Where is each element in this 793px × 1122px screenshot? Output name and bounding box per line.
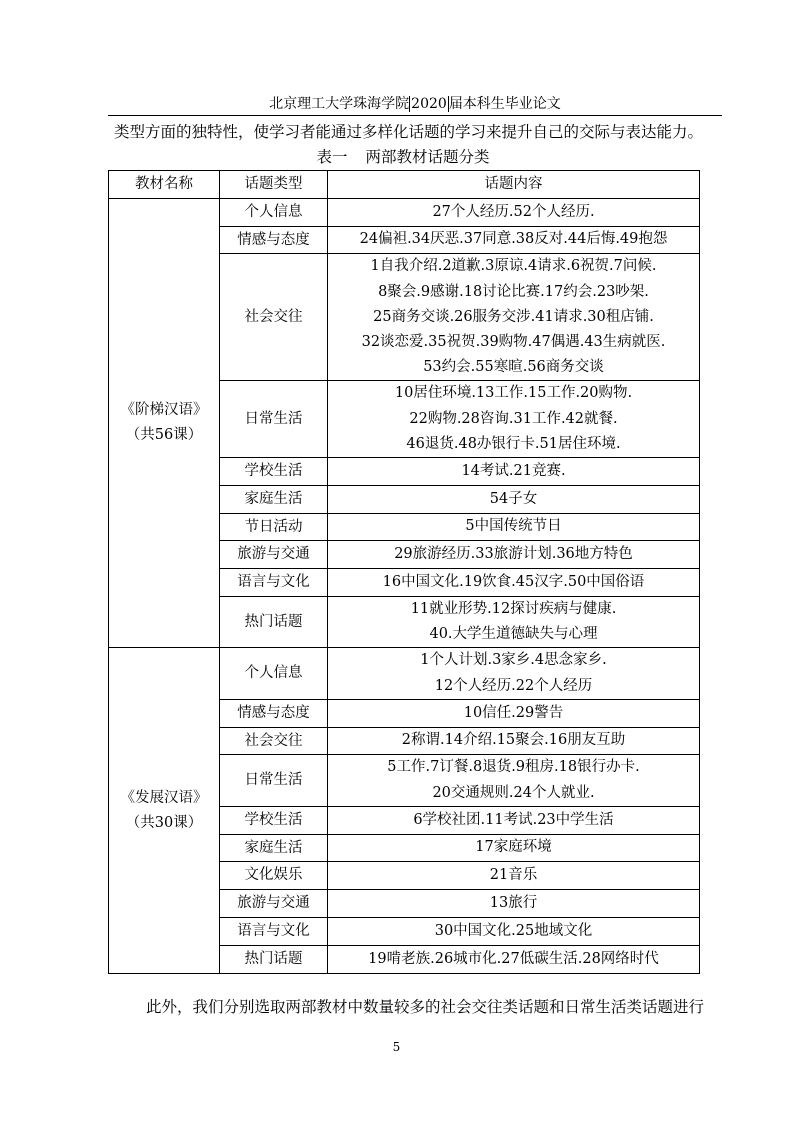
topic-content-cell <box>328 198 700 226</box>
topic-content-cell <box>328 541 700 569</box>
topic-content-line: 14考试.21竞赛. <box>461 462 566 479</box>
topic-content-cell <box>328 806 700 834</box>
topic-content-line: 30中国文化.25地域文化 <box>434 922 593 939</box>
table-caption <box>108 146 698 168</box>
topic-content-cell <box>328 945 700 973</box>
topic-content-line: 32谈恋爱.35祝贺.39购物.47偶遇.43生病就医. <box>361 334 666 350</box>
table-caption-title: 两部教材话题分类 <box>365 148 490 166</box>
topic-type-cell: 家庭生活 <box>220 485 328 513</box>
topic-type-cell: 情感与态度 <box>220 699 328 727</box>
topic-content-line: 40.大学生道德缺失与心理 <box>429 626 598 643</box>
topic-content-line: 8聚会.9感谢.18讨论比赛.17约会.23吵架. <box>378 283 649 300</box>
topic-content-cell <box>328 485 700 513</box>
header-year: 2020 <box>411 96 447 112</box>
topic-type-cell: 热门话题 <box>220 945 328 973</box>
topic-content-line: 22购物.28咨询.31工作.42就餐. <box>409 410 618 427</box>
page-header <box>108 95 722 116</box>
topic-content-cell <box>328 862 700 890</box>
textbook-name-cell <box>109 198 220 648</box>
topic-content-cell <box>328 727 700 755</box>
topic-content-cell <box>328 254 700 381</box>
textbook-name-cell <box>109 648 220 973</box>
header-school: 北京理工大学珠海学院 <box>269 96 410 112</box>
topic-content-line: 19啃老族.26城市化.27低碳生活.28网络时代 <box>368 950 659 967</box>
topic-content-cell <box>328 513 700 541</box>
topic-type-cell: 社会交往 <box>220 727 328 755</box>
topic-type-cell: 个人信息 <box>220 648 328 699</box>
topic-content-cell <box>328 648 700 699</box>
topic-content-line: 13旅行 <box>489 895 538 911</box>
topic-content-line: 27个人经历.52个人经历. <box>432 203 595 220</box>
topic-content-cell <box>328 755 700 806</box>
topic-type-cell: 热门话题 <box>220 597 328 648</box>
topic-content-line: 5工作.7订餐.8退货.9租房.18银行办卡. <box>387 759 640 776</box>
topic-type-cell: 家庭生活 <box>220 834 328 862</box>
topic-type-cell: 旅游与交通 <box>220 890 328 918</box>
topic-content-line: 54子女 <box>489 490 538 507</box>
topic-content-line: 5中国传统节日 <box>465 518 562 535</box>
topic-content-line: 1自我介绍.2道歉.3原谅.4请求.6祝贺.7问候. <box>370 258 657 275</box>
topic-classification-table <box>108 170 700 974</box>
topic-content-line: 46退货.48办银行卡.51居住环境. <box>406 435 621 452</box>
topic-content-line: 1个人计划.3家乡.4思念家乡. <box>420 652 607 669</box>
topic-content-cell <box>328 834 700 862</box>
topic-content-cell <box>328 890 700 918</box>
topic-content-line: 25商务交谈.26服务交涉.41请求.30租店铺. <box>373 308 654 325</box>
lesson-count: （共56课） <box>125 427 203 444</box>
header-textbook-name: 教材名称 <box>109 171 220 199</box>
topic-content-line: 29旅游经历.33旅游计划.36地方特色 <box>394 546 633 563</box>
topic-content-line: 2称谓.14介绍.15聚会.16朋友互助 <box>401 732 626 749</box>
topic-type-cell: 情感与态度 <box>220 226 328 254</box>
topic-content-cell <box>328 458 700 486</box>
topic-content-line: 53约会.55寒暄.56商务交谈 <box>423 359 604 376</box>
topic-type-cell: 旅游与交通 <box>220 541 328 569</box>
topic-content-cell <box>328 381 700 458</box>
topic-content-line: 24偏袒.34厌恶.37同意.38反对.44后悔.49抱怨 <box>359 231 668 248</box>
textbook-title: 《阶梯汉语》 <box>120 402 208 419</box>
topic-type-cell: 语言与文化 <box>220 569 328 597</box>
topic-type-cell: 日常生活 <box>220 755 328 806</box>
intro-paragraph: 类型方面的独特性，使学习者能通过多样化话题的学习来提升自己的交际与表达能力。 <box>114 123 704 141</box>
topic-content-line: 11就业形势.12探讨疾病与健康. <box>410 601 617 617</box>
header-doc-type: 届本科生毕业论文 <box>448 96 561 112</box>
topic-content-line: 21音乐 <box>489 867 538 884</box>
topic-content-line: 20交通规则.24个人就业. <box>432 784 595 801</box>
lesson-count: （共30课） <box>125 814 203 831</box>
textbook-title: 《发展汉语》 <box>120 789 208 806</box>
topic-content-line: 10居住环境.13工作.15工作.20购物. <box>394 385 633 402</box>
topic-type-cell: 个人信息 <box>220 198 328 226</box>
table-row <box>109 198 700 226</box>
topic-content-cell <box>328 918 700 946</box>
topic-content-line: 12个人经历.22个人经历 <box>434 677 593 694</box>
topic-content-line: 10信任.29警告 <box>463 704 564 721</box>
header-topic-type: 话题类型 <box>220 171 328 199</box>
topic-type-cell: 学校生活 <box>220 458 328 486</box>
table-caption-label: 表一 <box>316 148 348 166</box>
topic-content-line: 6学校社团.11考试.23中学生活 <box>413 811 614 828</box>
header-topic-content: 话题内容 <box>328 171 700 199</box>
topic-type-cell: 日常生活 <box>220 381 328 458</box>
topic-type-cell: 节日活动 <box>220 513 328 541</box>
topic-content-cell <box>328 699 700 727</box>
topic-type-cell: 语言与文化 <box>220 918 328 946</box>
topic-content-cell <box>328 597 700 648</box>
page-number: 5 <box>392 1040 401 1054</box>
table-header-row <box>109 171 700 199</box>
topic-content-line: 17家庭环境 <box>475 839 552 856</box>
topic-type-cell: 社会交往 <box>220 254 328 381</box>
topic-content-cell <box>328 226 700 254</box>
topic-type-cell: 文化娱乐 <box>220 862 328 890</box>
topic-content-cell <box>328 569 700 597</box>
closing-paragraph: 此外，我们分别选取两部教材中数量较多的社会交往类话题和日常生活类话题进行 <box>146 998 705 1016</box>
topic-type-cell: 学校生活 <box>220 806 328 834</box>
table-row <box>109 648 700 699</box>
topic-content-line: 16中国文化.19饮食.45汉字.50中国俗语 <box>382 574 645 590</box>
